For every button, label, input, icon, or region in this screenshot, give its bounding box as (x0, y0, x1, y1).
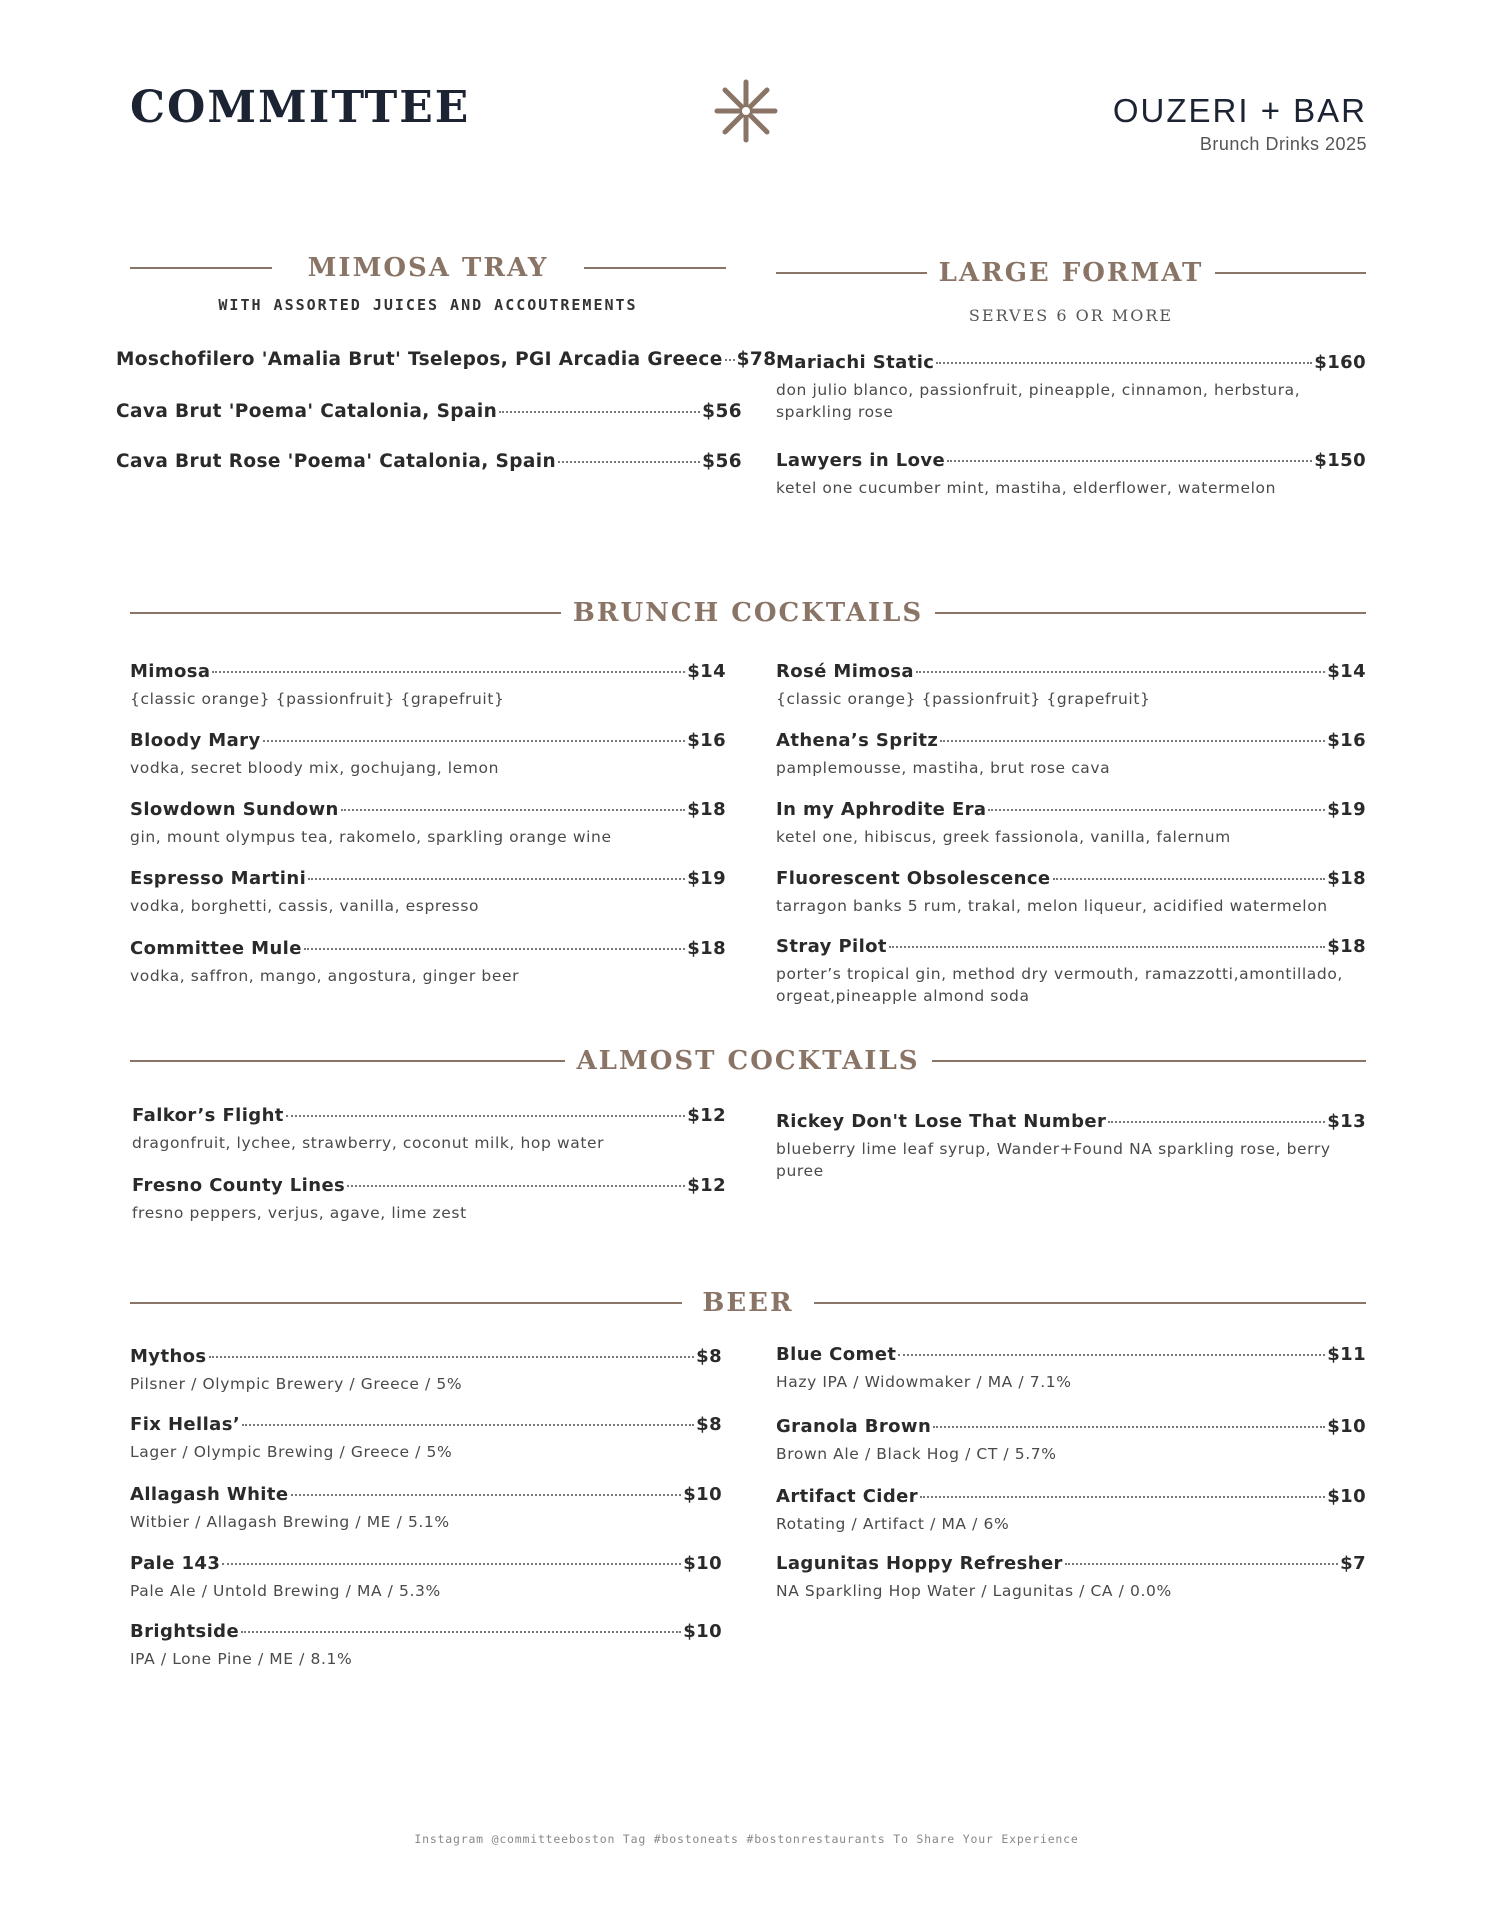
item-name: Granola Brown (776, 1416, 932, 1437)
item-name: Mariachi Static (776, 352, 935, 373)
mimosa-tray-subtitle: WITH ASSORTED JUICES AND ACCOUTREMENTS (218, 296, 638, 314)
item-price: $78 (736, 349, 777, 370)
item-line (132, 1175, 726, 1196)
item-line (130, 868, 726, 889)
dot-leader (898, 1354, 1325, 1356)
item-name: Slowdown Sundown (130, 799, 339, 820)
item-name: Moschofilero 'Amalia Brut' Tselepos, PGI Arcadia Greece (116, 349, 723, 370)
item-description: Witbier / Allagash Brewing / ME / 5.1% (130, 1513, 450, 1531)
menu-item (776, 661, 1366, 710)
item-price: $56 (702, 401, 742, 422)
item-price: $160 (1314, 352, 1366, 373)
dot-leader (286, 1115, 685, 1117)
item-line (776, 1486, 1366, 1507)
item-price: $18 (1327, 936, 1366, 957)
item-price: $10 (683, 1621, 722, 1642)
item-line (776, 936, 1366, 957)
item-price: $14 (687, 661, 726, 682)
item-price: $8 (696, 1414, 722, 1435)
dot-leader (558, 461, 700, 463)
divider (932, 1060, 1367, 1062)
menu-subtitle: Brunch Drinks 2025 (1199, 134, 1367, 154)
menu-item (776, 1486, 1366, 1535)
venue-name: OUZERI + BAR (1112, 92, 1367, 129)
menu-item (132, 1175, 726, 1224)
divider (130, 267, 272, 269)
item-description: Hazy IPA / Widowmaker / MA / 7.1% (776, 1373, 1072, 1391)
item-description: porter’s tropical gin, method dry vermouth, ramazzotti,amontillado, orgeat,pineapple almond soda (776, 965, 1343, 1005)
item-price: $10 (683, 1553, 722, 1574)
item-description: Lager / Olympic Brewing / Greece / 5% (130, 1443, 453, 1461)
mimosa-tray-header (130, 253, 726, 283)
item-name: Pale 143 (130, 1553, 221, 1574)
dot-leader (242, 1424, 694, 1426)
item-description: IPA / Lone Pine / ME / 8.1% (130, 1650, 353, 1668)
item-price: $16 (1327, 730, 1366, 751)
dot-leader (940, 740, 1325, 742)
item-description: ketel one cucumber mint, mastiha, elderflower, watermelon (776, 479, 1277, 497)
menu-item (132, 1105, 726, 1154)
item-price: $18 (1327, 868, 1366, 889)
item-description: Pale Ale / Untold Brewing / MA / 5.3% (130, 1582, 441, 1600)
dot-leader (1065, 1563, 1338, 1565)
item-description: {classic orange} {passionfruit} {grapefruit} (130, 690, 505, 708)
menu-item (130, 1553, 722, 1602)
beer-title: BEER (702, 1288, 794, 1318)
dot-leader (947, 460, 1312, 462)
divider (1215, 272, 1366, 274)
item-line (130, 938, 726, 959)
item-name: Mimosa (130, 661, 211, 682)
item-price: $19 (1327, 799, 1366, 820)
mimosa-tray-title: MIMOSA TRAY (307, 253, 549, 283)
dot-leader (222, 1563, 681, 1565)
menu-item (776, 730, 1366, 779)
dot-leader (347, 1185, 685, 1187)
item-line (776, 1344, 1366, 1365)
item-description: vodka, secret bloody mix, gochujang, lemon (130, 759, 499, 777)
item-description: Pilsner / Olympic Brewery / Greece / 5% (130, 1375, 463, 1393)
dot-leader (308, 878, 685, 880)
item-line (130, 1484, 722, 1505)
item-name: Blue Comet (776, 1344, 897, 1365)
item-name: In my Aphrodite Era (776, 799, 987, 820)
item-line (116, 401, 742, 422)
item-name: Lawyers in Love (776, 450, 946, 471)
beer-header (130, 1288, 1366, 1318)
dot-leader (1108, 1121, 1325, 1123)
item-line (776, 730, 1366, 751)
menu-item (116, 451, 742, 472)
item-line (116, 451, 742, 472)
menu-item (130, 661, 726, 710)
item-description: {classic orange} {passionfruit} {grapefruit} (776, 690, 1151, 708)
item-line (776, 1416, 1366, 1437)
large-format-header (776, 258, 1366, 288)
item-line (776, 799, 1366, 820)
asterisk-icon (713, 78, 779, 144)
item-name: Brightside (130, 1621, 240, 1642)
item-price: $10 (683, 1484, 722, 1505)
menu-item (130, 868, 726, 917)
dot-leader (209, 1356, 695, 1358)
dot-leader (916, 671, 1325, 673)
item-name: Espresso Martini (130, 868, 307, 889)
menu-item (130, 730, 726, 779)
item-description: tarragon banks 5 rum, trakal, melon liqueur, acidified watermelon (776, 897, 1328, 915)
dot-leader (933, 1426, 1325, 1428)
item-line (776, 1553, 1366, 1574)
almost-cocktails-title: ALMOST COCKTAILS (576, 1046, 920, 1076)
divider (935, 612, 1366, 614)
dot-leader (889, 946, 1325, 948)
item-line (116, 349, 777, 370)
dot-leader (499, 411, 700, 413)
item-line (130, 1414, 722, 1435)
item-name: Cava Brut 'Poema' Catalonia, Spain (116, 401, 498, 422)
item-line (776, 1111, 1366, 1132)
item-name: Rickey Don't Lose That Number (776, 1111, 1107, 1132)
item-description: Brown Ale / Black Hog / CT / 5.7% (776, 1445, 1057, 1463)
item-name: Bloody Mary (130, 730, 261, 751)
item-price: $19 (687, 868, 726, 889)
menu-item (130, 938, 726, 987)
item-description: pamplemousse, mastiha, brut rose cava (776, 759, 1111, 777)
menu-item (776, 450, 1366, 499)
item-name: Stray Pilot (776, 936, 887, 957)
item-line (130, 1553, 722, 1574)
item-line (776, 352, 1366, 373)
menu-item (776, 936, 1366, 1007)
menu-item (776, 1416, 1366, 1465)
menu-item (130, 1621, 722, 1670)
item-price: $16 (687, 730, 726, 751)
dot-leader (988, 809, 1325, 811)
item-line (130, 1346, 722, 1367)
item-name: Athena’s Spritz (776, 730, 939, 751)
dot-leader (725, 359, 735, 361)
item-price: $18 (687, 938, 726, 959)
divider (814, 1302, 1366, 1304)
menu-item (130, 799, 726, 848)
divider (130, 1302, 682, 1304)
item-description: dragonfruit, lychee, strawberry, coconut milk, hop water (132, 1134, 605, 1152)
item-name: Fix Hellas’ (130, 1414, 241, 1435)
item-name: Falkor’s Flight (132, 1105, 284, 1126)
item-price: $10 (1327, 1486, 1366, 1507)
large-format-title: LARGE FORMAT (938, 258, 1204, 288)
item-price: $18 (687, 799, 726, 820)
item-price: $11 (1327, 1344, 1366, 1365)
item-name: Rosé Mimosa (776, 661, 914, 682)
item-description: Rotating / Artifact / MA / 6% (776, 1515, 1010, 1533)
venue-block (1113, 94, 1367, 155)
item-price: $7 (1340, 1553, 1366, 1574)
footer-note: Instagram @committeeboston Tag #bostoneats #bostonrestaurants To Share Your Experience (414, 1832, 1079, 1846)
item-line (132, 1105, 726, 1126)
divider (776, 272, 927, 274)
item-price: $8 (696, 1346, 722, 1367)
item-line (130, 730, 726, 751)
item-name: Mythos (130, 1346, 207, 1367)
item-name: Fresno County Lines (132, 1175, 346, 1196)
item-price: $12 (687, 1175, 726, 1196)
brunch-cocktails-header (130, 598, 1366, 628)
dot-leader (920, 1496, 1325, 1498)
dot-leader (291, 1494, 682, 1496)
almost-cocktails-header (130, 1046, 1366, 1076)
item-price: $13 (1327, 1111, 1366, 1132)
item-line (776, 868, 1366, 889)
menu-item (130, 1484, 722, 1533)
item-description: gin, mount olympus tea, rakomelo, sparkling orange wine (130, 828, 612, 846)
menu-item (776, 1553, 1366, 1602)
item-name: Fluorescent Obsolescence (776, 868, 1051, 889)
item-description: ketel one, hibiscus, greek fassionola, vanilla, falernum (776, 828, 1231, 846)
divider (584, 267, 726, 269)
item-description: vodka, saffron, mango, angostura, ginger beer (130, 967, 520, 985)
large-format-subtitle: SERVES 6 OR MORE (968, 306, 1174, 325)
divider (130, 612, 561, 614)
item-name: Committee Mule (130, 938, 302, 959)
item-line (776, 661, 1366, 682)
item-line (130, 799, 726, 820)
dot-leader (241, 1631, 681, 1633)
item-description: blueberry lime leaf syrup, Wander+Found NA sparkling rose, berry puree (776, 1140, 1331, 1180)
dot-leader (936, 362, 1312, 364)
item-line (776, 450, 1366, 471)
divider (130, 1060, 565, 1062)
item-description: fresno peppers, verjus, agave, lime zest (132, 1204, 467, 1222)
menu-item (776, 799, 1366, 848)
item-price: $10 (1327, 1416, 1366, 1437)
item-price: $150 (1314, 450, 1366, 471)
item-price: $12 (687, 1105, 726, 1126)
item-name: Artifact Cider (776, 1486, 919, 1507)
brunch-cocktails-title: BRUNCH COCKTAILS (572, 598, 924, 628)
dot-leader (1053, 878, 1326, 880)
item-name: Cava Brut Rose 'Poema' Catalonia, Spain (116, 451, 557, 472)
menu-item (776, 1344, 1366, 1393)
brand-logo: COMMITTEE (130, 82, 471, 133)
menu-item (776, 868, 1366, 917)
item-line (130, 1621, 722, 1642)
item-description: NA Sparkling Hop Water / Lagunitas / CA / 0.0% (776, 1582, 1172, 1600)
menu-item (130, 1346, 722, 1395)
dot-leader (341, 809, 685, 811)
menu-item (130, 1414, 722, 1463)
item-name: Lagunitas Hoppy Refresher (776, 1553, 1063, 1574)
item-description: vodka, borghetti, cassis, vanilla, espresso (130, 897, 480, 915)
menu-item (776, 352, 1366, 423)
item-name: Allagash White (130, 1484, 289, 1505)
item-price: $56 (702, 451, 742, 472)
menu-item (116, 401, 742, 422)
item-description: don julio blanco, passionfruit, pineapple, cinnamon, herbstura, sparkling rose (776, 381, 1301, 421)
menu-item (776, 1111, 1366, 1182)
dot-leader (212, 671, 685, 673)
menu-item (116, 349, 777, 370)
item-line (130, 661, 726, 682)
dot-leader (304, 948, 685, 950)
dot-leader (263, 740, 686, 742)
item-price: $14 (1327, 661, 1366, 682)
